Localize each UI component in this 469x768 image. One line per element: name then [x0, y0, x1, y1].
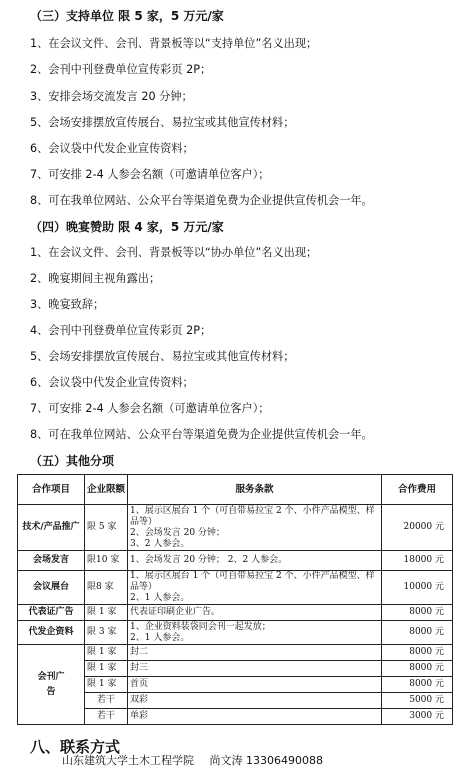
contact-person: 尚文涛 13306490088: [209, 754, 323, 767]
section-4-title: （四）晚宴赞助 限 4 家，5 万元/家: [30, 220, 224, 234]
section-3-item-2: 2、会刊中刊登费单位宣传彩页 2P；: [30, 63, 212, 76]
cell-quota: 限10 家: [85, 551, 128, 571]
header-fee: 合作费用: [382, 475, 453, 505]
cell-fee: 8000 元: [382, 605, 453, 621]
cell-quota: 限 1 家: [85, 677, 128, 693]
table-row: [18, 551, 453, 571]
table-row: [18, 571, 453, 605]
term-line: 1、会场发言 20 分钟； 2、2 人参会。: [130, 555, 288, 565]
cell-fee: 20000 元: [382, 505, 453, 551]
cell-project-huikan: [18, 645, 85, 725]
section-3-item-3: 3、安排会场交流发言 20 分钟；: [30, 90, 193, 103]
cell-quota: 若干: [85, 693, 128, 709]
table-header-row: [18, 475, 453, 505]
cell-project: 代表证广告: [18, 605, 85, 621]
section-4-item-1: 1、在会议文件、会刊、背景板等以“协办单位”名义出现；: [30, 246, 318, 259]
term-line: 1、企业资料装袋同会刊一起发放；: [130, 621, 271, 632]
cell-terms: 单彩: [128, 709, 382, 725]
cell-quota: 限 3 家: [85, 621, 128, 645]
cell-quota: 限 1 家: [85, 661, 128, 677]
cell-quota: 限8 家: [85, 571, 128, 605]
term-line: 2、会场发言 20 分钟；: [130, 527, 225, 538]
section-3-item-5: 5、会场安排摆放宣传展台、易拉宝或其他宣传材料；: [30, 116, 295, 129]
cell-project: 会场发言: [18, 551, 85, 571]
section-4-item-6: 6、会议袋中代发企业宣传资料；: [30, 376, 194, 389]
term-line: 3、2 人参会。: [130, 538, 190, 549]
cell-project: 会议展台: [18, 571, 85, 605]
section-4-item-3: 3、晚宴致辞；: [30, 298, 105, 311]
contact-line: [62, 752, 335, 768]
cell-terms: [128, 605, 382, 621]
cell-terms: 封三: [128, 661, 382, 677]
section-4-item-7: 7、可安排 2-4 人参会名额（可邀请单位客户）；: [30, 402, 270, 415]
contact-org: 山东建筑大学土木工程学院: [62, 754, 194, 767]
cell-fee: 5000 元: [382, 693, 453, 709]
cell-terms: 封二: [128, 645, 382, 661]
cell-terms: [128, 505, 382, 551]
cell-quota: 限 1 家: [85, 645, 128, 661]
section-3-item-6: 6、会议袋中代发企业宣传资料；: [30, 142, 194, 155]
cell-fee: 3000 元: [382, 709, 453, 725]
table-row: [18, 621, 453, 645]
cell-fee: 8000 元: [382, 645, 453, 661]
pricing-table: [17, 474, 453, 725]
cell-quota: 限 1 家: [85, 605, 128, 621]
section-5-title: （五）其他分项: [30, 454, 115, 468]
cell-quota: 若干: [85, 709, 128, 725]
term-line: 代表证印刷企业广告。: [130, 607, 221, 617]
section-8-title: 八、联系方式: [30, 738, 121, 756]
cell-terms: [128, 551, 382, 571]
cell-fee: 8000 元: [382, 677, 453, 693]
table-row: [18, 505, 453, 551]
section-3-item-8: 8、可在我单位网站、公众平台等渠道免费为企业提供宣传机会一年。: [30, 194, 373, 207]
term-line: 1、展示区展台 1 个（可自带易拉宝 2 个、小件产品模型、样品等）: [130, 505, 375, 527]
term-line: 2、1 人参会。: [130, 593, 190, 603]
table-row: [18, 605, 453, 621]
section-3-item-7: 7、可安排 2-4 人参会名额（可邀请单位客户）；: [30, 168, 270, 181]
cell-project: 技术/产品推广: [18, 505, 85, 551]
cell-fee: 8000 元: [382, 621, 453, 645]
header-project: 合作项目: [18, 475, 85, 505]
section-4-item-4: 4、会刊中刊登费单位宣传彩页 2P；: [30, 324, 212, 337]
section-3-item-1: 1、在会议文件、会刊、背景板等以“支持单位”名义出现；: [30, 37, 318, 50]
term-line: 1、展示区展台 1 个（可自带易拉宝 2 个、小件产品模型、样品等）: [130, 571, 375, 592]
cell-project: 代发企资料: [18, 621, 85, 645]
cell-fee: 18000 元: [382, 551, 453, 571]
cell-fee: 10000 元: [382, 571, 453, 605]
table-row: [18, 645, 453, 661]
header-terms: 服务条款: [128, 475, 382, 505]
cell-quota: 限 5 家: [85, 505, 128, 551]
section-4-item-2: 2、晚宴期间主视角露出；: [30, 272, 161, 285]
term-line: 2、1 人参会。: [130, 632, 190, 643]
huikan-label: 会刊广告: [37, 671, 65, 697]
cell-terms: [128, 571, 382, 605]
cell-terms: 双彩: [128, 693, 382, 709]
section-4-item-8: 8、可在我单位网站、公众平台等渠道免费为企业提供宣传机会一年。: [30, 428, 373, 441]
cell-terms: 首页: [128, 677, 382, 693]
section-4-item-5: 5、会场安排摆放宣传展台、易拉宝或其他宣传材料；: [30, 350, 295, 363]
cell-fee: 8000 元: [382, 661, 453, 677]
header-quota: 企业限额: [85, 475, 128, 505]
section-3-title: （三）支持单位 限 5 家，5 万元/家: [30, 9, 224, 23]
cell-terms: [128, 621, 382, 645]
